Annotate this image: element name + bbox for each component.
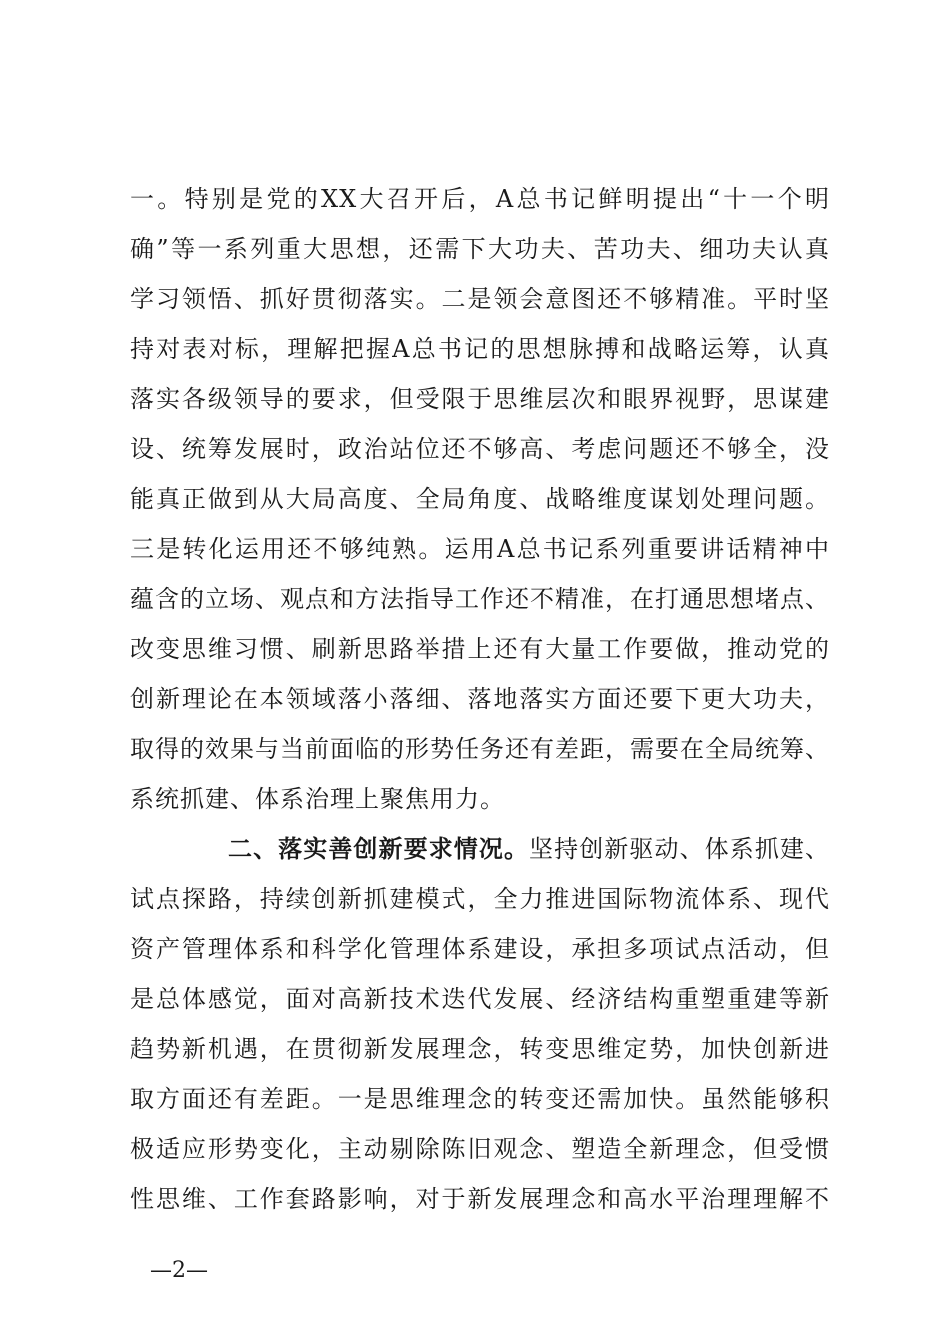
- body-line: 蕴含的立场、观点和方法指导工作还不精准，在打通思想堵点、: [130, 585, 830, 613]
- body-line: 设、统筹发展时，政治站位还不够高、考虑问题还不够全，没: [130, 435, 830, 463]
- body-line: 一。特别是党的XX大召开后，A总书记鲜明提出“十一个明: [130, 185, 830, 213]
- body-line: 资产管理体系和科学化管理体系建设，承担多项试点活动，但: [130, 935, 830, 963]
- body-line: 试点探路，持续创新抓建模式，全力推进国际物流体系、现代: [130, 885, 830, 913]
- body-line: 是总体感觉，面对高新技术迭代发展、经济结构重塑重建等新: [130, 985, 830, 1013]
- body-line: 落实各级领导的要求，但受限于思维层次和眼界视野，思谋建: [130, 385, 830, 413]
- body-line: 持对表对标，理解把握A总书记的思想脉搏和战略运筹，认真: [130, 335, 830, 363]
- body-line: 趋势新机遇，在贯彻新发展理念，转变思维定势，加快创新进: [130, 1035, 830, 1063]
- body-line: 能真正做到从大局高度、全局角度、战略维度谋划处理问题。: [130, 485, 830, 513]
- section-heading-line: [228, 829, 830, 869]
- body-line: 性思维、工作套路影响，对于新发展理念和高水平治理理解不: [130, 1185, 830, 1213]
- body-line: 学习领悟、抓好贯彻落实。二是领会意图还不够精准。平时坚: [130, 285, 830, 313]
- body-line: 改变思维习惯、刷新思路举措上还有大量工作要做，推动党的: [130, 635, 830, 663]
- body-line: 取得的效果与当前面临的形势任务还有差距，需要在全局统筹、: [130, 735, 830, 763]
- body-line: 极适应形势变化，主动剔除陈旧观念、塑造全新理念，但受惯: [130, 1135, 830, 1163]
- body-line: 系统抓建、体系治理上聚焦用力。: [130, 785, 505, 813]
- section-2-intro: 坚持创新驱动、体系抓建、: [529, 835, 831, 863]
- section-2-heading: 二、落实善创新要求情况。: [228, 835, 530, 863]
- body-line: 三是转化运用还不够纯熟。运用A总书记系列重要讲话精神中: [130, 535, 830, 563]
- body-line: 创新理论在本领域落小落细、落地落实方面还要下更大功夫，: [130, 685, 830, 713]
- body-line: 确”等一系列重大思想，还需下大功夫、苦功夫、细功夫认真: [130, 235, 830, 263]
- body-line: 取方面还有差距。一是思维理念的转变还需加快。虽然能够积: [130, 1085, 830, 1113]
- page-number: —2—: [150, 1258, 208, 1283]
